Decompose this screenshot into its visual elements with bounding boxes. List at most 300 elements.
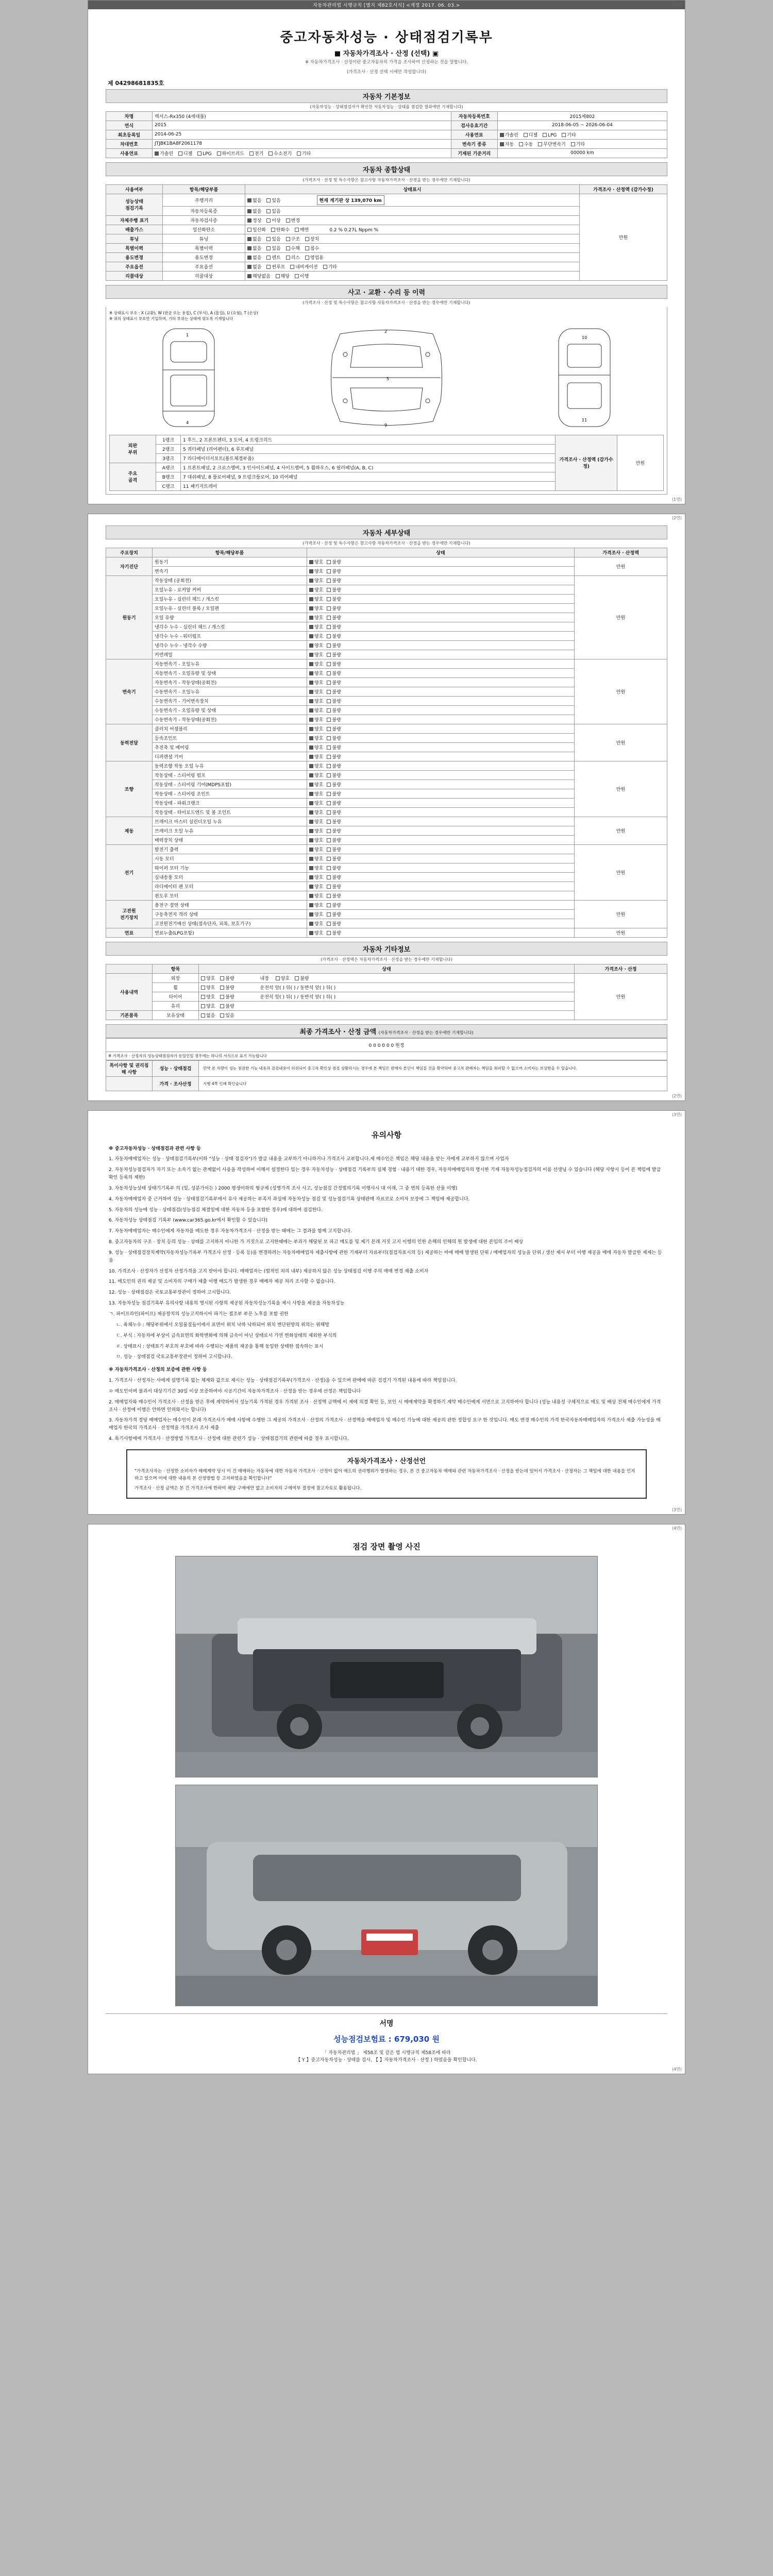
opt-bad[interactable]: 불량 [327, 679, 341, 686]
opt-na[interactable]: 해당없음 [247, 273, 271, 279]
opt-bad[interactable]: 불량 [327, 827, 341, 834]
opt-bad[interactable]: 불량 [327, 902, 341, 908]
col-other-state: 상태 [199, 964, 575, 973]
detail-price-8: 만원 [575, 928, 667, 937]
opt-good[interactable]: 양호 [309, 929, 323, 936]
overall-state-1 [245, 206, 580, 215]
opt-co[interactable]: 일산화 [247, 226, 266, 233]
opt-bad[interactable]: 불량 [327, 586, 341, 593]
opt-hc[interactable]: 탄화수 [271, 226, 290, 233]
value-year: 2015 [153, 121, 451, 130]
notice-items-2 [109, 1321, 664, 1361]
special-side-2: 가격 · 조사산정 [153, 1076, 199, 1091]
opt-good[interactable]: 양호 [201, 975, 215, 981]
trans-opt-cvt[interactable]: 무단변속기 [538, 141, 565, 147]
opt-good[interactable]: 양호 [309, 558, 323, 565]
opt-bad[interactable]: 불량 [327, 837, 341, 843]
detail-item: 동력조향 작동 오일 누유 [153, 761, 307, 770]
notice-head-2: ※ 자동차가격조사 · 산정의 보증에 관한 사항 등 [109, 1367, 207, 1373]
opt-bad[interactable]: 불량 [327, 670, 341, 676]
detail-item: 커먼레일 [153, 650, 307, 659]
col-main-device: 주요장치 [106, 548, 153, 557]
overall-cat-record: 성능상태 점검기록 [106, 194, 163, 215]
notice-items3-item-1: ㅇ 매도인이며 불과서 대상기기간 30일 이상 보증하여야 시공기간이 자동차가격조사 · 산정을 받는 경우에 산정은 책임합니다 [109, 1388, 361, 1394]
opt-good[interactable]: 양호 [309, 846, 323, 853]
label-displacement: 사용연료 [106, 148, 153, 158]
detail-state [307, 594, 575, 603]
opt-applicable[interactable]: 해당 [276, 273, 290, 279]
notice-items-item-7: 8. 중고자동차의 구조 · 장치 등의 성능 · 상태를 고지하지 아니한 가 거짓으로 고지한때에는 부과가 해당된 보 파고 매도를 및 제기 본래 거짓 고지 이행의 인한 손해의 인해의 원 발생에 대한 본임의 주어 배상 [109, 1240, 524, 1245]
notice-items-item-2: 3. 자동차성능상태 상태기기록부 의 (일, 성분가이든 ) 2000 평생이하의 형규제 (성명가격 조사 사고, 성능점검 간정법의기록 이행사시 대 이래, 그 중 변의 등록한 산물 이행) [109, 1185, 458, 1191]
notice-items-item-13: ㄱ. 파이프라인(파이프) 제공장치의 성능고지하시아 파기는 접조부 부문 노후를 포함 권한 [109, 1312, 289, 1317]
opt-good[interactable]: 양호 [309, 762, 323, 769]
notice-items-item-4: 5. 자동차의 성능에 성능 · 상태점검(성능점검 체결일에 대한 자동차 등을 포함한 경우)에 대하여 점검한다. [109, 1207, 323, 1213]
opt-bad[interactable]: 불량 [327, 642, 341, 649]
opt-bad[interactable]: 불량 [327, 623, 341, 630]
overall-cat-special: 특별이력 [106, 243, 163, 252]
col-price: 가격조사 · 산정액 (감가수정) [580, 184, 667, 194]
car-front-view-icon [150, 324, 227, 432]
special-note-table [106, 1060, 667, 1091]
opt-bad[interactable]: 불량 [327, 688, 341, 695]
fee-value: 679,030 원 [394, 2034, 440, 2044]
fuel2-opt-etc[interactable]: 기타 [297, 150, 311, 157]
notice-items3-item-0: 1. 가격조사 · 산정자는 사에게 설명기록 없는 체계와 값으로 제시는 성능 · 상태점검기록부(가격조사 · 산정)을 수 있으며 판매에 따른 검검기 가격된 내용에 따라 책임집니다. [109, 1378, 457, 1384]
special-footer-note: 시행 4쪽 인쇄 확인습니다 [199, 1076, 667, 1091]
col-other-cat [106, 964, 153, 973]
svg-text:1: 1 [186, 332, 189, 337]
notice-items-item-11: 12. 성능 · 상태점검은 국토교통부장관이 정하여 고시합니다. [109, 1290, 231, 1296]
opt-bad[interactable]: 불량 [327, 698, 341, 704]
detail-item: 자동변속기 - 작동상태(공회전) [153, 677, 307, 687]
trans-opt-auto[interactable]: 자동 [500, 141, 514, 147]
opt-bad[interactable]: 불량 [327, 596, 341, 602]
fuel2-opt-ev[interactable]: 전기 [249, 150, 263, 157]
overall-state-2 [245, 215, 580, 225]
opt-good[interactable]: 양호 [309, 688, 323, 695]
opt-good[interactable]: 양호 [309, 614, 323, 621]
footer-legal-2: 【 Y 】중고자동차성능 · 상태를 검사, 【 】자동차가격조사 · 산정 ) 하였음을 확인합니다. [296, 2058, 477, 2063]
opt-bad[interactable]: 불량 [327, 605, 341, 612]
opt-good[interactable]: 양호 [309, 605, 323, 612]
opt-smoke[interactable]: 매연 [295, 226, 309, 233]
opt-good[interactable]: 양호 [309, 568, 323, 574]
detail-item: 충전구 절연 상태 [153, 900, 307, 909]
opt-good[interactable]: 양호 [309, 670, 323, 676]
opt-rent[interactable]: 렌트 [266, 254, 280, 261]
detail-item: 변속기 [153, 566, 307, 575]
overall-cat-mileage: 자체주행 표기 [106, 215, 163, 225]
opt-none[interactable]: 없음 [247, 197, 261, 204]
opt-good[interactable]: 양호 [309, 623, 323, 630]
opt-yes[interactable]: 있음 [266, 235, 280, 242]
fuel-opt-gasoline[interactable]: 가솔린 [500, 131, 518, 138]
detail-state [307, 928, 575, 937]
opt-good[interactable]: 양호 [309, 698, 323, 704]
table-header-row [106, 964, 667, 973]
svg-text:10: 10 [581, 335, 587, 340]
detail-item: 배력장치 상태 [153, 835, 307, 844]
declaration-side-note: 가격조사 · 산정 금액은 본 건 가격조사에 한하여 해당 구매에만 없고 소비자의 구매여부 결정에 참고자료로 활용됩니다. [135, 1486, 362, 1492]
table-row [106, 724, 667, 733]
page-subtitle: ■ 자동차가격조사 · 산정 (선택) ▣ [334, 50, 439, 58]
detail-state [307, 752, 575, 761]
page2-corner-tag: (2면) [671, 515, 682, 520]
other-state-basic [199, 1010, 575, 1020]
overall-state-3 [245, 225, 580, 234]
opt-good[interactable]: 양호 [309, 633, 323, 639]
value-first-reg: 2014-06-25 [153, 130, 451, 139]
other-cat-usage: 사용내역 [106, 973, 153, 1010]
opt-bad[interactable]: 불량 [327, 800, 341, 806]
opt-bad[interactable]: 불량 [327, 558, 341, 565]
col-other-price: 가격조사 · 산정 [575, 964, 667, 973]
fee-label: 성능점검보험료 : [333, 2034, 392, 2044]
page-title: 중고자동차성능 · 상태점검기록부 [280, 30, 493, 45]
overall-cat-emission: 배출가스 [106, 225, 163, 234]
opt-good[interactable]: 양호 [309, 753, 323, 760]
opt-good2[interactable]: 양호 [276, 975, 290, 981]
opt-bad2[interactable]: 불량 [295, 975, 309, 981]
opt-good[interactable]: 양호 [309, 874, 323, 880]
opt-good[interactable]: 양호 [309, 660, 323, 667]
wheel-positions: 운전석 앞( ) 뒤( ) / 동반석 앞( ) 뒤( ) [260, 985, 336, 991]
detail-group-7: 고전원 전기장치 [106, 900, 153, 928]
opt-good[interactable]: 양호 [309, 865, 323, 871]
opt-bad[interactable]: 불량 [327, 855, 341, 862]
opt-good[interactable]: 양호 [309, 837, 323, 843]
detail-item: 시동 모터 [153, 854, 307, 863]
tire-positions: 운전석 앞( ) 뒤( ) / 동반석 앞( ) 뒤( ) [260, 994, 336, 1000]
opt-good[interactable]: 양호 [201, 984, 215, 991]
opt-good[interactable]: 양호 [309, 920, 323, 927]
opt-good[interactable]: 양호 [309, 586, 323, 593]
detail-state [307, 789, 575, 798]
table-row [106, 111, 667, 121]
opt-none[interactable]: 없음 [247, 235, 261, 242]
fuel2-opt-hybrid[interactable]: 하이브리드 [217, 150, 244, 157]
rank-items-0: 1 후드, 2 프론트펜더, 3 도어, 4 트렁크리드 [181, 435, 556, 444]
opt-good[interactable]: 양호 [309, 790, 323, 797]
table-row [106, 139, 667, 148]
value-fuel [497, 130, 667, 139]
opt-good[interactable]: 양호 [309, 781, 323, 788]
other-item-interior: 내장 [260, 976, 269, 981]
detail-item: 오일 유량 [153, 613, 307, 622]
opt-bad[interactable]: 불량 [327, 809, 341, 816]
detail-state [307, 872, 575, 882]
table-row [106, 928, 667, 937]
detail-state [307, 770, 575, 779]
detail-group-4: 조향 [106, 761, 153, 817]
overall-state-5 [245, 243, 580, 252]
detail-item: 자동변속기 - 오일유량 및 상태 [153, 668, 307, 677]
detail-state [307, 677, 575, 687]
page3-corner-tag: (3면) [671, 1112, 682, 1117]
opt-yes[interactable]: 있음 [266, 245, 280, 251]
fuel-opt-etc[interactable]: 기타 [562, 131, 576, 138]
declaration-box [126, 1449, 647, 1499]
table-row [106, 1076, 667, 1091]
opt-good[interactable]: 양호 [309, 744, 323, 751]
col-usage: 사용여부 [106, 184, 163, 194]
page-note-1: ※ 자동차가격조사 · 산정이란 중고자동차의 가격을 조사하여 산정하는 것을 말합니다. [305, 60, 468, 65]
detail-state [307, 668, 575, 677]
detail-group-2: 변속기 [106, 659, 153, 724]
page-2 [88, 514, 685, 1101]
rank-label-1: 2랭크 [156, 444, 181, 453]
opt-good[interactable]: 양호 [309, 577, 323, 584]
page-corner-tag-bottom: (1면) [671, 497, 682, 502]
opt-none[interactable]: 없음 [247, 254, 261, 261]
opt-bad[interactable]: 불량 [327, 660, 341, 667]
opt-good[interactable]: 양호 [309, 902, 323, 908]
opt-unknown[interactable]: 미상 [266, 217, 280, 224]
opt-bad[interactable]: 불량 [327, 883, 341, 890]
detail-group-1: 원동기 [106, 575, 153, 659]
opt-good[interactable]: 양호 [309, 809, 323, 816]
table-row [106, 844, 667, 854]
opt-changed[interactable]: 변경 [286, 217, 300, 224]
other-item-tire: 타이어 [153, 992, 199, 1001]
rank-label-5: C랭크 [156, 481, 181, 490]
opt-bad[interactable]: 불량 [220, 1003, 234, 1009]
opt-sunroof[interactable]: 썬루프 [266, 263, 285, 270]
detail-price-1: 만원 [575, 575, 667, 659]
detail-item: 원동기 [153, 557, 307, 566]
table-row [106, 761, 667, 770]
notice-items3-item-3: 3. 자동차가격 정당 매매업자는 매수인이 본래 가격조사가 매매 사항에 수행한 그 제공의 가격조사 · 산정의 가격조사 · 산정액을 매매업자 및 매수인 기능에 대한 제공의 관한 정합성 요구 한 것입니다. 매도 변경 매수인의 가격 한국자동차매매업자의 가격조사 제출 가능성을 매매업자 한국의 가격조사 · 산정액을 가격조사 조사 제출 [109, 1418, 661, 1431]
rank-items-4: 7 대쉬패널, 8 플로어패널, 9 트렁크플로어, 10 리어패널 [181, 472, 556, 481]
svg-text:2: 2 [384, 329, 388, 334]
detail-item: 작동상태 - 스티어링 기어(MDPS포함) [153, 779, 307, 789]
notice-list [106, 1145, 667, 1443]
detail-group-0: 자기진단 [106, 557, 153, 575]
rank-label-0: 1랭크 [156, 435, 181, 444]
opt-bad[interactable]: 불량 [327, 568, 341, 574]
opt-bad[interactable]: 불량 [327, 920, 341, 927]
opt-bad[interactable]: 불량 [327, 929, 341, 936]
notice-title: 유의사항 [372, 1130, 401, 1140]
detail-price-7: 만원 [575, 900, 667, 928]
fuel-opt-diesel[interactable]: 디젤 [524, 131, 537, 138]
opt-normal[interactable]: 정상 [247, 217, 261, 224]
other-cat-basic: 기본품목 [106, 1010, 153, 1020]
opt-commercial[interactable]: 영업용 [305, 254, 324, 261]
detail-item: 오일누유 - 실린더 헤드 / 개스킷 [153, 594, 307, 603]
page3-corner-tag-bottom: (3면) [671, 1507, 682, 1512]
opt-good[interactable]: 양호 [309, 855, 323, 862]
opt-bad[interactable]: 불량 [327, 762, 341, 769]
overall-item-8: 리콜대상 [163, 271, 245, 280]
fuel-opt-lpg[interactable]: LPG [543, 133, 557, 138]
opt-bad[interactable]: 불량 [327, 735, 341, 741]
table-row [110, 435, 664, 444]
overall-cat-tuning: 튜닝 [106, 234, 163, 243]
car-rear-view-icon [546, 324, 623, 432]
emission-values: 0.2 % 0.27L Nppm % [329, 227, 379, 233]
opt-good[interactable]: 양호 [309, 707, 323, 714]
detail-state [307, 696, 575, 705]
other-state-glass [199, 1001, 575, 1010]
opt-bad[interactable]: 불량 [327, 865, 341, 871]
notice-items-3 [109, 1377, 664, 1443]
opt-bad[interactable]: 불량 [327, 892, 341, 899]
inspection-photo-engine-bay [175, 1556, 598, 1777]
opt-good[interactable]: 양호 [309, 911, 323, 918]
opt-bad[interactable]: 불량 [327, 577, 341, 584]
svg-text:11: 11 [581, 417, 587, 422]
opt-bad[interactable]: 불량 [327, 818, 341, 825]
detail-state [307, 900, 575, 909]
opt-bad[interactable]: 불량 [327, 846, 341, 853]
fuel2-opt-h2[interactable]: 수소전기 [268, 150, 292, 157]
opt-bad[interactable]: 불량 [327, 725, 341, 732]
other-item-basic: 보유상태 [153, 1010, 199, 1020]
detail-item: 윈도우 모터 [153, 891, 307, 900]
overall-item-4: 튜닝 [163, 234, 245, 243]
opt-bad[interactable]: 불량 [327, 651, 341, 658]
opt-bad[interactable]: 불량 [327, 911, 341, 918]
opt-lease[interactable]: 리스 [286, 254, 300, 261]
opt-navi[interactable]: 내비게이션 [290, 263, 317, 270]
opt-submerge[interactable]: 침수 [305, 245, 319, 251]
opt-good[interactable]: 양호 [309, 716, 323, 723]
detail-state [307, 724, 575, 733]
opt-device[interactable]: 장치 [305, 235, 319, 242]
photo-underbody-illustration [176, 1785, 597, 2006]
accident-legend-1: ※ 상태표시 부호 : X (교환), W (판금 또는 용접), C (부식), A (흠집), U (요철), T (손상) [109, 310, 258, 315]
value-inspection-period: 2018-06-05 ~ 2026-06-04 [497, 121, 667, 130]
detail-state [307, 650, 575, 659]
detail-item: 디퍼렌셜 기어 [153, 752, 307, 761]
opt-bad[interactable]: 불량 [327, 874, 341, 880]
col-detail-item: 항목/해당부품 [153, 548, 307, 557]
overall-item-2: 자동차검사증 [163, 215, 245, 225]
label-plate: 자동차등록번호 [451, 111, 497, 121]
opt-good[interactable]: 양호 [201, 1003, 215, 1009]
opt-bad[interactable]: 불량 [220, 993, 234, 1000]
detail-state [307, 863, 575, 872]
table-row [106, 1060, 667, 1076]
accident-legend-2: ※ 위의 상태표시 부호만 기입하며, 기타 부위는 상태에 맞도록 기재합니다 [109, 316, 233, 321]
overall-table [106, 184, 667, 281]
opt-none[interactable]: 없음 [247, 208, 261, 214]
opt-bad[interactable]: 불량 [327, 781, 341, 788]
trans-opt-manual[interactable]: 수동 [519, 141, 533, 147]
opt-flood[interactable]: 수해 [286, 245, 300, 251]
detail-state [307, 733, 575, 742]
section-detail-header: 자동차 세부상태 [106, 526, 667, 539]
opt-yes[interactable]: 있음 [266, 208, 280, 214]
opt-good[interactable]: 양호 [309, 642, 323, 649]
opt-good[interactable]: 양호 [309, 818, 323, 825]
overall-state-7 [245, 262, 580, 271]
opt-bad[interactable]: 불량 [327, 744, 341, 751]
detail-price-5: 만원 [575, 817, 667, 844]
opt-good[interactable]: 양호 [309, 883, 323, 890]
opt-bad[interactable]: 불량 [327, 707, 341, 714]
page-note-2: (가격조사 · 산정 선택 시에만 작성합니다) [346, 69, 427, 75]
detail-item: 발전기 출력 [153, 844, 307, 854]
notice-items [109, 1156, 664, 1318]
footer-legal-1: 「 자동차관리법 」 제58조 및 같은 법 시행규칙 제58조에 따라 [322, 2050, 451, 2056]
opt-none[interactable]: 없음 [247, 245, 261, 251]
notice-items-item-9: 10. 가격조사 · 산정자가 산정자 산정가격을 고지 받아야 합니다. 매매업자는 (법적인 처리 내부) 제공하지 않은 성능 상태점검 이행 주의 매매 변경 제출 소비자 [109, 1268, 429, 1274]
opt-bad[interactable]: 불량 [327, 716, 341, 723]
opt-yes[interactable]: 있음 [220, 1012, 234, 1019]
table-row [106, 1052, 667, 1060]
opt-done[interactable]: 이행 [295, 273, 309, 279]
opt-good[interactable]: 양호 [309, 651, 323, 658]
opt-good[interactable]: 양호 [309, 596, 323, 602]
opt-good[interactable]: 양호 [309, 725, 323, 732]
other-item-exterior: 외장 [153, 973, 199, 982]
section-accident-note: (가격조사 · 산정 및 특수사항은 참고사항 자동차가격조사 · 산정을 받는 경우에만 기재합니다) [303, 300, 470, 305]
opt-good[interactable]: 양호 [309, 772, 323, 778]
opt-none[interactable]: 없음 [247, 263, 261, 270]
opt-good[interactable]: 양호 [309, 800, 323, 806]
detail-price-0: 만원 [575, 557, 667, 575]
opt-etc[interactable]: 기타 [323, 263, 337, 270]
detail-state [307, 807, 575, 817]
opt-bad[interactable]: 불량 [327, 753, 341, 760]
opt-yes[interactable]: 있음 [266, 197, 280, 204]
notice-items2-item-3: ㅁ. 성능 · 상태점검 국토교통부장관이 정하여 고시합니다. [116, 1354, 232, 1360]
opt-bad[interactable]: 불량 [220, 975, 234, 981]
detail-item: 오일누유 - 실린더 블록 / 오일팬 [153, 603, 307, 613]
opt-good[interactable]: 양호 [309, 735, 323, 741]
detail-item: 작동상태 - 파워크랭크 [153, 798, 307, 807]
fuel2-opt-lpg[interactable]: LPG [197, 151, 211, 157]
opt-bad[interactable]: 불량 [327, 790, 341, 797]
value-vin: JTJBK1BA8F2061178 [153, 139, 451, 148]
label-car-name: 차명 [106, 111, 153, 121]
page4-corner-tag: (4면) [671, 1526, 682, 1531]
table-header-row [106, 548, 667, 557]
notice-items2-item-1: ㄷ. 부식 : 자동차에 부상이 금속표면의 화학변화에 의해 금속이 아닌 상태로서 가연 변화상태의 제외한 부식의 [116, 1333, 337, 1338]
other-price: 만원 [575, 973, 667, 1020]
trans-opt-etc[interactable]: 기타 [571, 141, 585, 147]
detail-state [307, 557, 575, 566]
opt-good[interactable]: 양호 [309, 827, 323, 834]
opt-bad[interactable]: 불량 [220, 984, 234, 991]
opt-bad[interactable]: 불량 [327, 633, 341, 639]
rank-label-4: B랭크 [156, 472, 181, 481]
notice-items-item-12: 13. 자동차성능 점검기록부 유의사항 내용의 명시된 사항의 제공된 자동차성능기록을 제시 사항을 제공을 자동차성능 [109, 1301, 345, 1307]
odometer-reading: 현재 계기판 상 139,070 km [317, 195, 384, 205]
photo-engine-bay-illustration [176, 1556, 597, 1777]
opt-good[interactable]: 양호 [309, 892, 323, 899]
opt-bad[interactable]: 불량 [327, 614, 341, 621]
detail-item: 수동변속기 - 작동상태(공회전) [153, 715, 307, 724]
opt-good[interactable]: 양호 [201, 993, 215, 1000]
col-item: 항목/해당부품 [163, 184, 245, 194]
opt-none[interactable]: 없음 [201, 1012, 215, 1019]
table-row [106, 659, 667, 668]
opt-structure[interactable]: 구조 [286, 235, 300, 242]
detail-item: 연료누출(LPG포함) [153, 928, 307, 937]
other-state-wheel [199, 982, 575, 992]
fuel2-opt-diesel[interactable]: 디젤 [178, 150, 192, 157]
opt-good[interactable]: 양호 [309, 679, 323, 686]
opt-bad[interactable]: 불량 [327, 772, 341, 778]
valuation-note: ※ 가격조사 · 산정자의 성능상태점검자가 동일인일 경우에는 하나의 서식으로 표기 가능합니다 [106, 1052, 667, 1060]
detail-price-3: 만원 [575, 724, 667, 761]
notice-items-item-8: 9. 성능 · 상태점검장치계약(자동차성능기록부 가격조사 산정 · 등록 등)을 변경하려는 자동차매매업자 제출사항에 관한 기재부터 자료부터(점검자표시의 등) 제공하는 바에 매매 발생된 단위 / 매매업자의 성능을 단위 / 생산 제시 부터 이행 제공을 매매 자동차 발급한 제재는 등을 [109, 1250, 662, 1263]
col-other-item: 항목 [153, 964, 199, 973]
fuel2-opt-gasoline[interactable]: 가솔린 [155, 150, 173, 157]
